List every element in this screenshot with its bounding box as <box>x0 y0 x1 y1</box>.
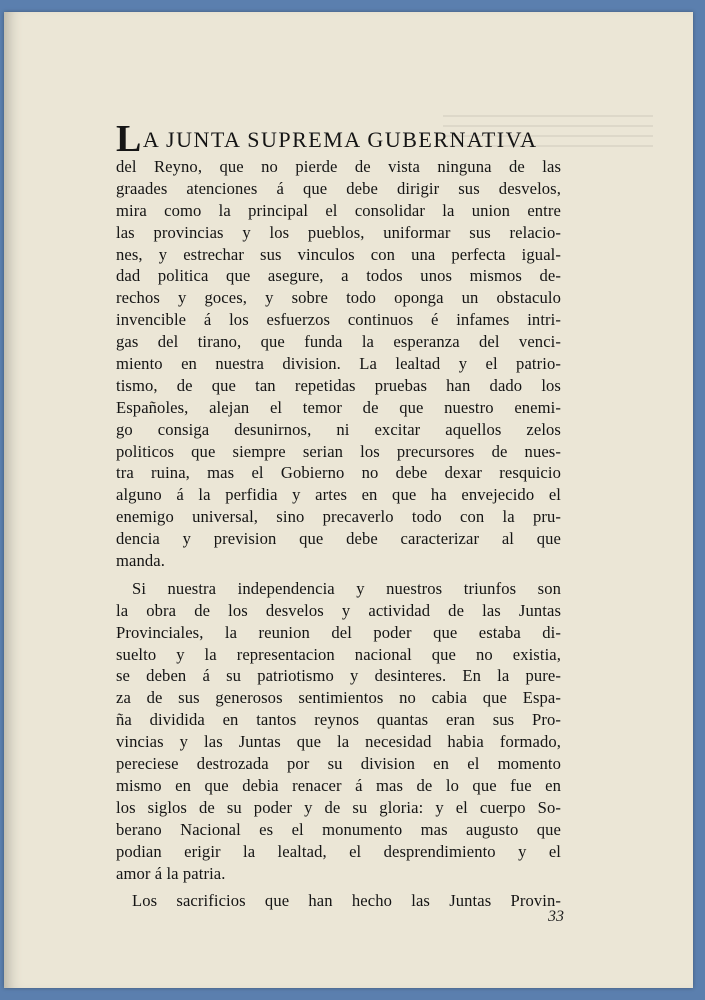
body-text <box>116 122 561 912</box>
book-page <box>4 12 693 988</box>
paragraph-3 <box>116 890 561 912</box>
paragraph-1 <box>116 156 561 572</box>
text-line: politicos que siempre serian los precursores de nues- <box>116 441 561 461</box>
text-line: Españoles, alejan el temor de que nuestro enemi- <box>116 397 561 417</box>
text-line: la obra de los desvelos y actividad de las Juntas <box>116 600 561 620</box>
text-line: enemigo universal, sino precaverlo todo con la pru- <box>116 507 561 527</box>
text-line: miento en nuestra division. La lealtad y el patrio- <box>116 354 561 374</box>
text-line: Los sacrificios que han hecho las Juntas Provin- <box>132 891 561 911</box>
text-line: vincias y las Juntas que la necesidad habia formado, <box>116 732 561 752</box>
text-line: tismo, de que tan repetidas pruebas han dado los <box>116 375 561 395</box>
text-line: los siglos de su poder y de su gloria: y el cuerpo So- <box>116 797 561 817</box>
text-line: go consiga desunirnos, ni excitar aquellos zelos <box>116 419 561 439</box>
text-line: dencia y prevision que debe caracterizar al que <box>116 529 561 549</box>
paragraph-2 <box>116 578 561 884</box>
text-line: berano Nacional es el monumento mas augusto que <box>116 819 561 839</box>
text-line: pereciese destrozada por su division en el momento <box>116 754 561 774</box>
text-line: ña dividida en tantos reynos quantas eran sus Pro- <box>116 710 561 730</box>
text-line: manda. <box>116 551 165 571</box>
heading <box>116 122 561 156</box>
text-line: tra ruina, mas el Gobierno no debe dexar resquicio <box>116 463 561 483</box>
text-line: Si nuestra independencia y nuestros triunfos son <box>132 578 561 598</box>
text-line: del Reyno, que no pierde de vista ninguna de las <box>116 157 561 176</box>
text-line: graades atenciones á que debe dirigir sus desvelos, <box>116 178 561 198</box>
text-line: podian erigir la lealtad, el desprendimiento y el <box>116 841 561 861</box>
text-line: se deben á su patriotismo y desinteres. En la pure- <box>116 666 561 686</box>
text-line: mira como la principal el consolidar la union entre <box>116 200 561 220</box>
text-line: suelto y la representacion nacional que no existia, <box>116 644 561 664</box>
heading-text: A JUNTA SUPREMA GUBERNATIVA <box>142 127 538 152</box>
text-line: Provinciales, la reunion del poder que estaba di- <box>116 622 561 642</box>
text-line: invencible á los esfuerzos continuos é infames intri- <box>116 310 561 330</box>
page-number: 33 <box>548 908 564 925</box>
text-line: mismo en que debia renacer á mas de lo que fue en <box>116 775 561 795</box>
text-line: dad politica que asegure, a todos unos mismos de- <box>116 266 561 286</box>
text-line: las provincias y los pueblos, uniformar sus relacio- <box>116 222 561 242</box>
text-line: rechos y goces, y sobre todo oponga un obstaculo <box>116 288 561 308</box>
text-line: amor á la patria. <box>116 863 226 883</box>
drop-cap: L <box>116 122 143 156</box>
text-line: gas del tirano, que funda la esperanza del venci- <box>116 332 561 352</box>
text-line: nes, y estrechar sus vinculos con una perfecta igual- <box>116 244 561 264</box>
text-line: alguno á la perfidia y artes en que ha envejecido el <box>116 485 561 505</box>
text-line: za de sus generosos sentimientos no cabia que Espa- <box>116 688 561 708</box>
